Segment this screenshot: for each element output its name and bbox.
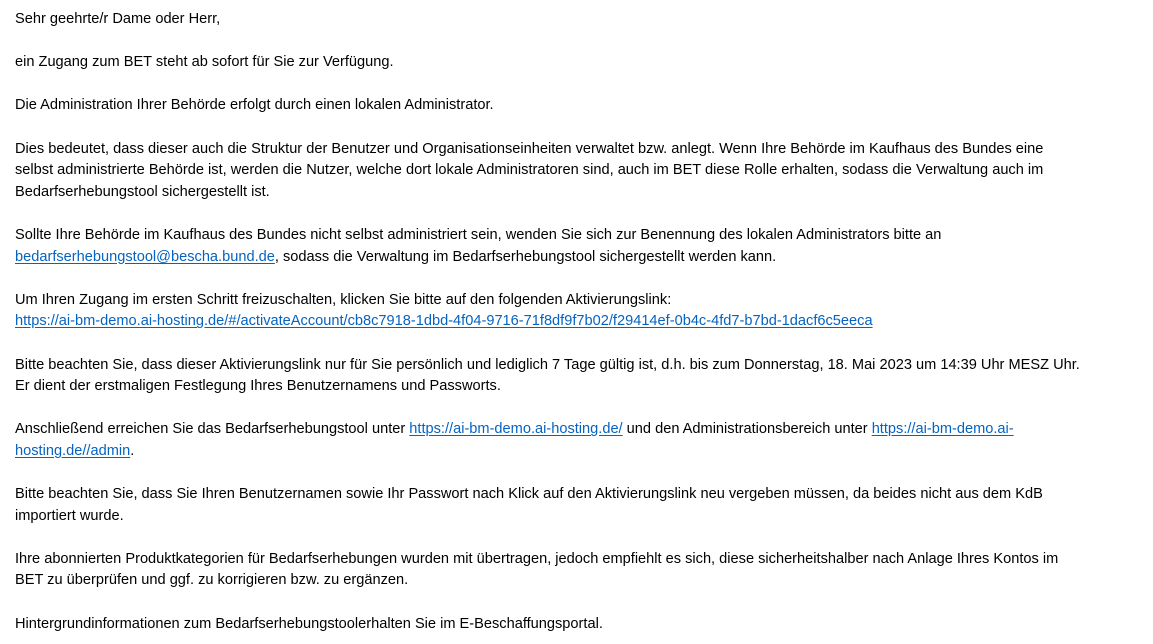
paragraph-credentials: Bitte beachten Sie, dass Sie Ihren Benutzernamen sowie Ihr Passwort nach Klick auf den Aktivierungslink neu vergeben müssen, da beides nicht aus dem KdB importiert wurde. xyxy=(15,486,1043,524)
paragraph-categories: Ihre abonnierten Produktkategorien für Bedarfserhebungen wurden mit übertragen, jedoch empfiehlt es sich, diese sicherheitshalber nach Anlage Ihres Kontos im BET zu überprüfen und ggf. zu korrigieren bzw. zu ergänzen. xyxy=(15,550,1059,589)
contact-email-link[interactable]: bedarfserhebungstool@bescha.bund.de xyxy=(15,248,275,265)
tool-link[interactable]: https://ai-bm-demo.ai-hosting.de/ xyxy=(409,421,623,438)
paragraph-background-info: Hintergrundinformationen zum Bedarfserhebungstoolerhalten Sie im E-Beschaffungsportal. xyxy=(15,615,603,632)
activation-link[interactable]: https://ai-bm-demo.ai-hosting.de/#/activateAccount/cb8c7918-1dbd-4f04-9716-71f8df9f7b02/f29414ef-0b4c-4fd7-b7bd-1dacf6c5eeca xyxy=(15,313,873,330)
paragraph-access-available: ein Zugang zum BET steht ab sofort für Sie zur Verfügung. xyxy=(15,54,394,71)
paragraph-contact: Sollte Ihre Behörde im Kaufhaus des Bundes nicht selbst administriert sein, wenden Sie sich zur Benennung des lokalen Administrators bitte an bedarfserhebungstool@bescha.bund.de, sodass die Verwaltung im Bedarfserhebungstool sichergestellt werden kann. xyxy=(15,226,942,265)
paragraph-tool-links: Anschließend erreichen Sie das Bedarfserhebungstool unter https://ai-bm-demo.ai-hosting.de/ und den Administrationsbereich unter https://ai-bm-demo.ai- hosting.de//admin. xyxy=(15,421,1014,459)
paragraph-administration: Die Administration Ihrer Behörde erfolgt durch einen lokalen Administrator. xyxy=(15,97,494,114)
admin-link-part1[interactable]: https://ai-bm-demo.ai- xyxy=(871,421,1014,438)
admin-link-part2[interactable]: hosting.de//admin xyxy=(15,442,131,459)
paragraph-structure: Dies bedeutet, dass dieser auch die Struktur der Benutzer und Organisationseinheiten verwaltet bzw. anlegt. Wenn Ihre Behörde im Kaufhaus des Bundes eine selbst administrierte Behörde ist, werden die Nutzer, welche dort lokale Administratoren sind, auch im BET diese Rolle erhalten, sodass die Verwaltung auch im Bedarfserhebungstool sichergestellt ist. xyxy=(15,140,1044,200)
paragraph-activation: Um Ihren Zugang im ersten Schritt freizuschalten, klicken Sie bitte auf den folgenden Aktivierungslink: https://ai-bm-demo.ai-hosting.de/#/activateAccount/cb8c7918-1dbd-4f04-9716-71f8df9f7b02/f29414ef-0b4c-4fd7-b7bd-1dacf6c5eeca xyxy=(15,291,873,330)
greeting: Sehr geehrte/r Dame oder Herr, xyxy=(15,11,221,27)
paragraph-validity: Bitte beachten Sie, dass dieser Aktivierungslink nur für Sie persönlich und lediglich 7 Tage gültig ist, d.h. bis zum Donnerstag, 18. Mai 2023 um 14:39 Uhr MESZ Uhr. Er dient der erstmaligen Festlegung Ihres Benutzernamens und Passworts. xyxy=(15,356,1080,395)
